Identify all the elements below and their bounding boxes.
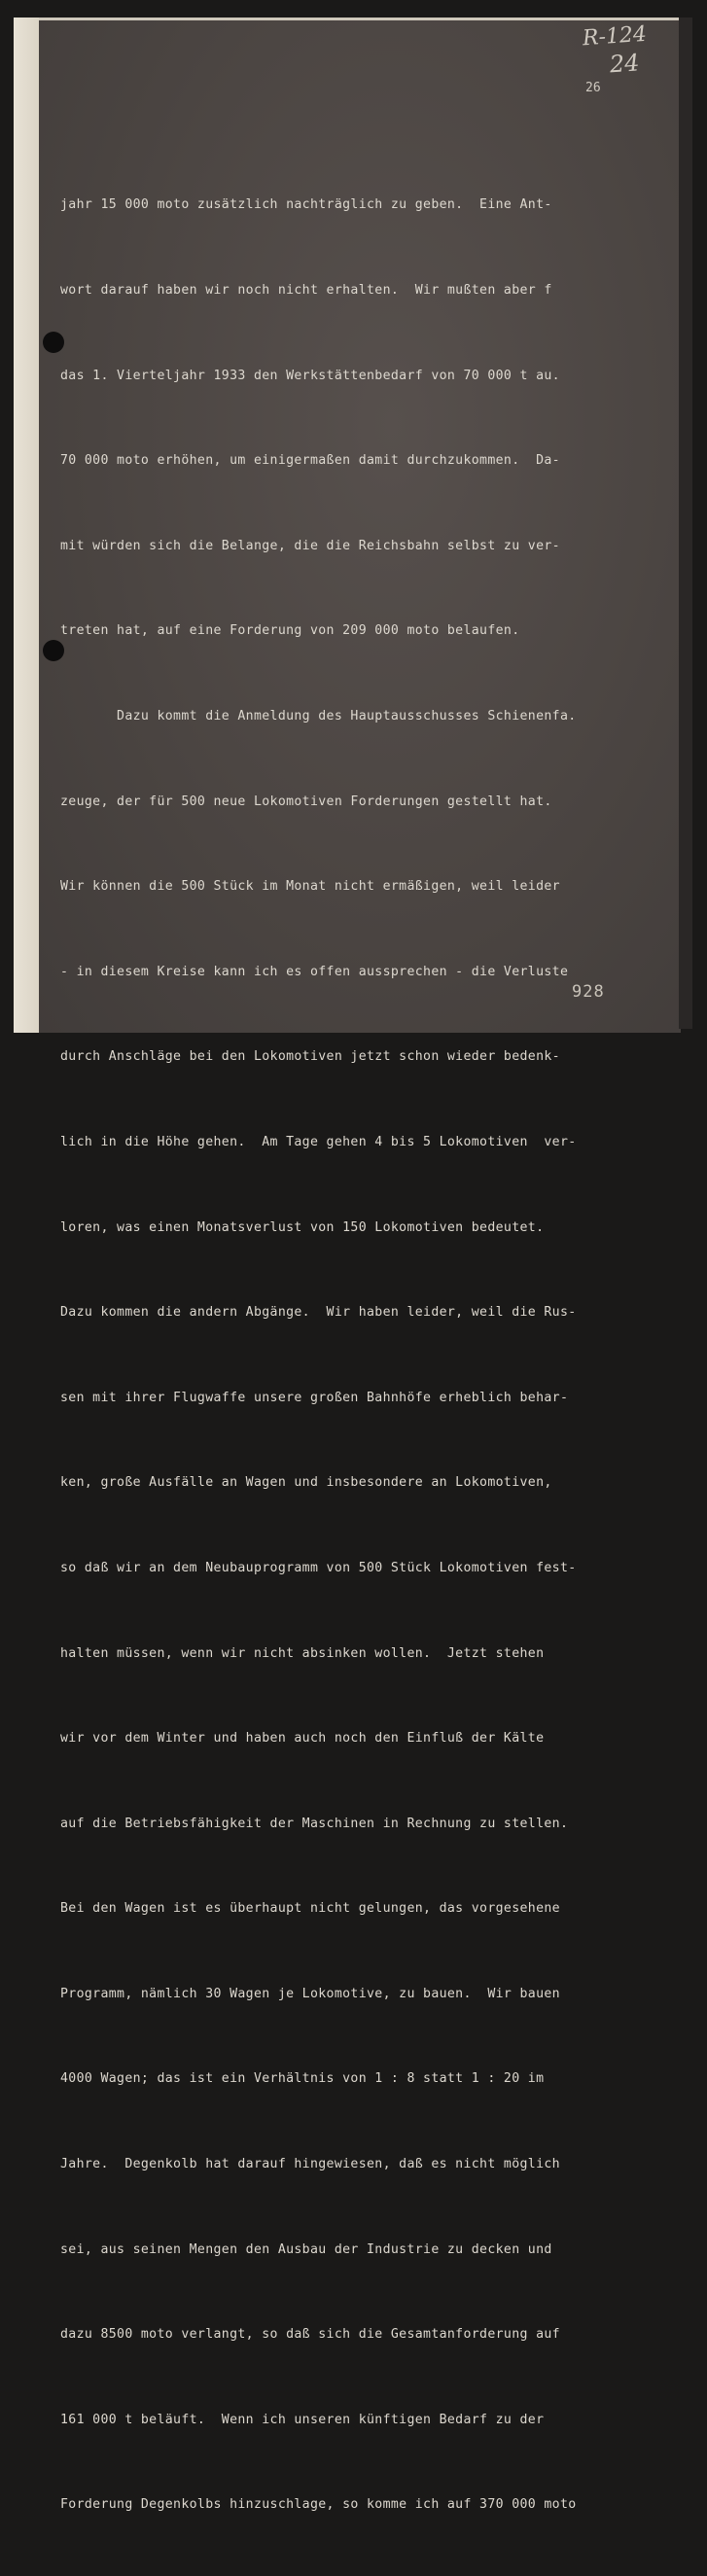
- text-line: das 1. Vierteljahr 1933 den Werkstättenbedarf von 70 000 t au.: [60, 368, 560, 383]
- text-line: treten hat, auf eine Forderung von 209 000 moto belaufen.: [60, 623, 520, 639]
- text-line: Forderung Degenkolbs hinzuschlage, so komme ich auf 370 000 moto: [60, 2497, 577, 2513]
- document-body: [60, 134, 644, 2576]
- text-line: Programm, nämlich 30 Wagen je Lokomotive, zu bauen. Wir bauen: [60, 1986, 560, 2001]
- text-line: sei, aus seinen Mengen den Ausbau der Industrie zu decken und: [60, 2241, 552, 2257]
- page-number: 26: [585, 81, 601, 95]
- text-line: mit würden sich die Belange, die die Reichsbahn selbst zu ver-: [60, 538, 560, 553]
- text-line: Bei den Wagen ist es überhaupt nicht gelungen, das vorgesehene: [60, 1901, 560, 1917]
- text-line: loren, was einen Monatsverlust von 150 Lokomotiven bedeutet.: [60, 1219, 545, 1235]
- text-line: wir vor dem Winter und haben auch noch den Einfluß der Kälte: [60, 1731, 545, 1747]
- text-line: auf die Betriebsfähigkeit der Maschinen in Rechnung zu stellen.: [60, 1816, 569, 1831]
- text-line: lich in die Höhe gehen. Am Tage gehen 4 bis 5 Lokomotiven ver-: [60, 1134, 577, 1149]
- text-line: 4000 Wagen; das ist ein Verhältnis von 1 : 8 statt 1 : 20 im: [60, 2071, 545, 2087]
- text-line: durch Anschläge bei den Lokomotiven jetzt schon wieder bedenk-: [60, 1049, 560, 1065]
- text-line: 70 000 moto erhöhen, um einigermaßen damit durchzukommen. Da-: [60, 453, 560, 469]
- text-line: sen mit ihrer Flugwaffe unsere großen Bahnhöfe erheblich behar-: [60, 1390, 569, 1405]
- text-line: jahr 15 000 moto zusätzlich nachträglich zu geben. Eine Ant-: [60, 197, 552, 213]
- text-line: wort darauf haben wir noch nicht erhalten. Wir mußten aber f: [60, 283, 552, 298]
- archive-stamp-number: 928: [572, 982, 605, 1002]
- text-line: Wir können die 500 Stück im Monat nicht ermäßigen, weil leider: [60, 879, 560, 895]
- archive-mark: [582, 21, 650, 80]
- text-line: Jahre. Degenkolb hat darauf hingewiesen, daß es nicht möglich: [60, 2157, 560, 2172]
- text-line: 161 000 t beläuft. Wenn ich unseren künftigen Bedarf zu der: [60, 2412, 545, 2427]
- sheet-right-edge: [679, 18, 692, 1029]
- archive-mark-code: R-124: [582, 21, 648, 52]
- text-line: so daß wir an dem Neubauprogramm von 500 Stück Lokomotiven fest-: [60, 1560, 577, 1575]
- text-line: - in diesem Kreise kann ich es offen aussprechen - die Verluste: [60, 964, 569, 979]
- text-line: dazu 8500 moto verlangt, so daß sich die Gesamtanforderung auf: [60, 2327, 560, 2343]
- archive-mark-number: 24: [609, 49, 641, 79]
- text-line: halten müssen, wenn wir nicht absinken wollen. Jetzt stehen: [60, 1645, 545, 1661]
- text-line: zeuge, der für 500 neue Lokomotiven Forderungen gestellt hat.: [60, 794, 552, 809]
- text-line: Dazu kommen die andern Abgänge. Wir haben leider, weil die Rus-: [60, 1305, 577, 1321]
- sheet-top-edge: [39, 18, 681, 20]
- text-line: ken, große Ausfälle an Wagen und insbesondere an Lokomotiven,: [60, 1475, 552, 1491]
- text-line: Dazu kommt die Anmeldung des Hauptausschusses Schienenfa.: [60, 708, 577, 723]
